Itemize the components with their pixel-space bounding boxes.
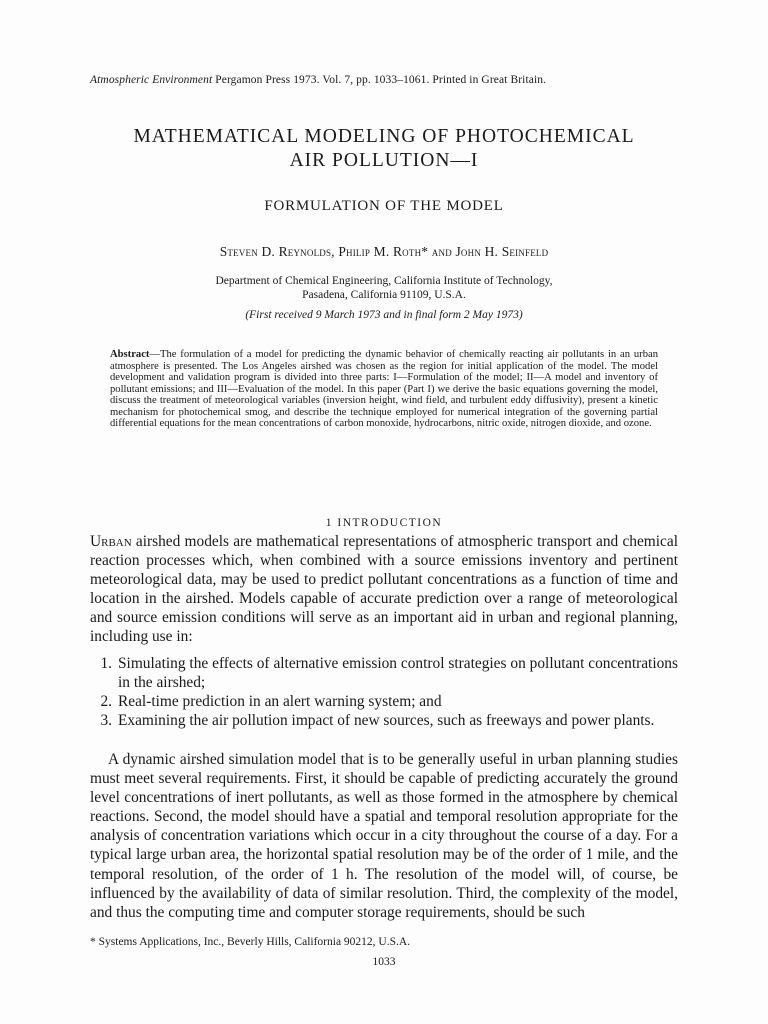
abstract (110, 349, 658, 430)
list-item-number: 2. (100, 693, 112, 710)
list-item-number: 3. (100, 712, 112, 729)
paper-subtitle: FORMULATION OF THE MODEL (264, 198, 504, 214)
intro-text: airshed models are mathematical representations of atmospheric transport and chemical reaction processes which, when combined with a source emissions inventory and pertinent meteorological data, may be used to predict pollutant concentrations as a function of time and location in the airshed. Models capable of accurate prediction over a range of meteorological and source emission conditions will serve as an important aid in urban and regional planning, including use in: (90, 533, 678, 646)
author-list: Steven D. Reynolds, Philip M. Roth* and John H. Seinfeld (219, 244, 549, 259)
paper-title (60, 125, 708, 173)
abstract-text: —The formulation of a model for predicting the dynamic behavior of chemically reacting air pollutants in an urban atmosphere is presented. The Los Angeles airshed was chosen as the region for initial application of the model. The model development and validation program is divided into three parts: I—Formulation of the model; II—A model and inventory of pollutant emissions; and III—Evaluation of the model. In this paper (Part I) we derive the basic equations governing the model, discuss the treatment of meteorological variables (inversion height, wind field, and turbulent eddy diffusivity), present a kinetic mechanism for photochemical smog, and describe the technique employed for numerical integration of the governing partial differential equations for the mean concentrations of carbon monoxide, hydrocarbons, nitric oxide, nitrogen dioxide, and ozone. (110, 349, 658, 429)
page-number: 1033 (372, 956, 396, 968)
intro-paragraph (90, 532, 678, 647)
list-item-text: Real-time prediction in an alert warning system; and (118, 693, 442, 710)
list-item (90, 692, 678, 711)
list-item-text: Simulating the effects of alternative emission control strategies on pollutant concentrations in the airshed; (118, 655, 678, 691)
abstract-label: Abstract (110, 349, 150, 360)
running-head (90, 74, 690, 86)
publication-info: Pergamon Press 1973. Vol. 7, pp. 1033–1061. Printed in Great Britain. (212, 74, 547, 86)
title-line-2: AIR POLLUTION—I (289, 150, 479, 171)
footnote: * Systems Applications, Inc., Beverly Hills, California 90212, U.S.A. (90, 936, 411, 948)
journal-name: Atmospheric Environment (90, 74, 213, 86)
list-item (90, 711, 678, 730)
list-item (90, 654, 678, 692)
body-paragraph: A dynamic airshed simulation model that is to be generally useful in urban planning studies must meet several requirements. First, it should be capable of predicting accurately the ground level concentrations of inert pollutants, as well as those formed in the atmosphere by chemical reactions. Second, the model should have a spatial and temporal resolution appropriate for the analysis of concentration variations which occur in a city throughout the course of a day. For a typical large urban area, the horizontal spatial resolution may be of the order of 1 mile, and the temporal resolution, of the order of 1 h. The resolution of the model will, of course, be influenced by the availability of data of similar resolution. Third, the complexity of the model, and thus the computing time and computer storage requirements, should be such (90, 751, 678, 921)
section-heading: 1 INTRODUCTION (325, 517, 443, 529)
affiliation-line-2: Pasadena, California 91109, U.S.A. (302, 289, 466, 301)
list-item-number: 1. (100, 655, 112, 672)
use-list (90, 654, 678, 730)
affiliation-line-1: Department of Chemical Engineering, California Institute of Technology, (215, 275, 553, 287)
list-item-text: Examining the air pollution impact of new sources, such as freeways and power plants. (118, 712, 655, 729)
intro-lead-word: Urban (90, 533, 132, 550)
title-line-1: MATHEMATICAL MODELING OF PHOTOCHEMICAL (133, 126, 635, 147)
affiliation (60, 274, 708, 302)
received-dates: (First received 9 March 1973 and in final form 2 May 1973) (245, 309, 523, 321)
